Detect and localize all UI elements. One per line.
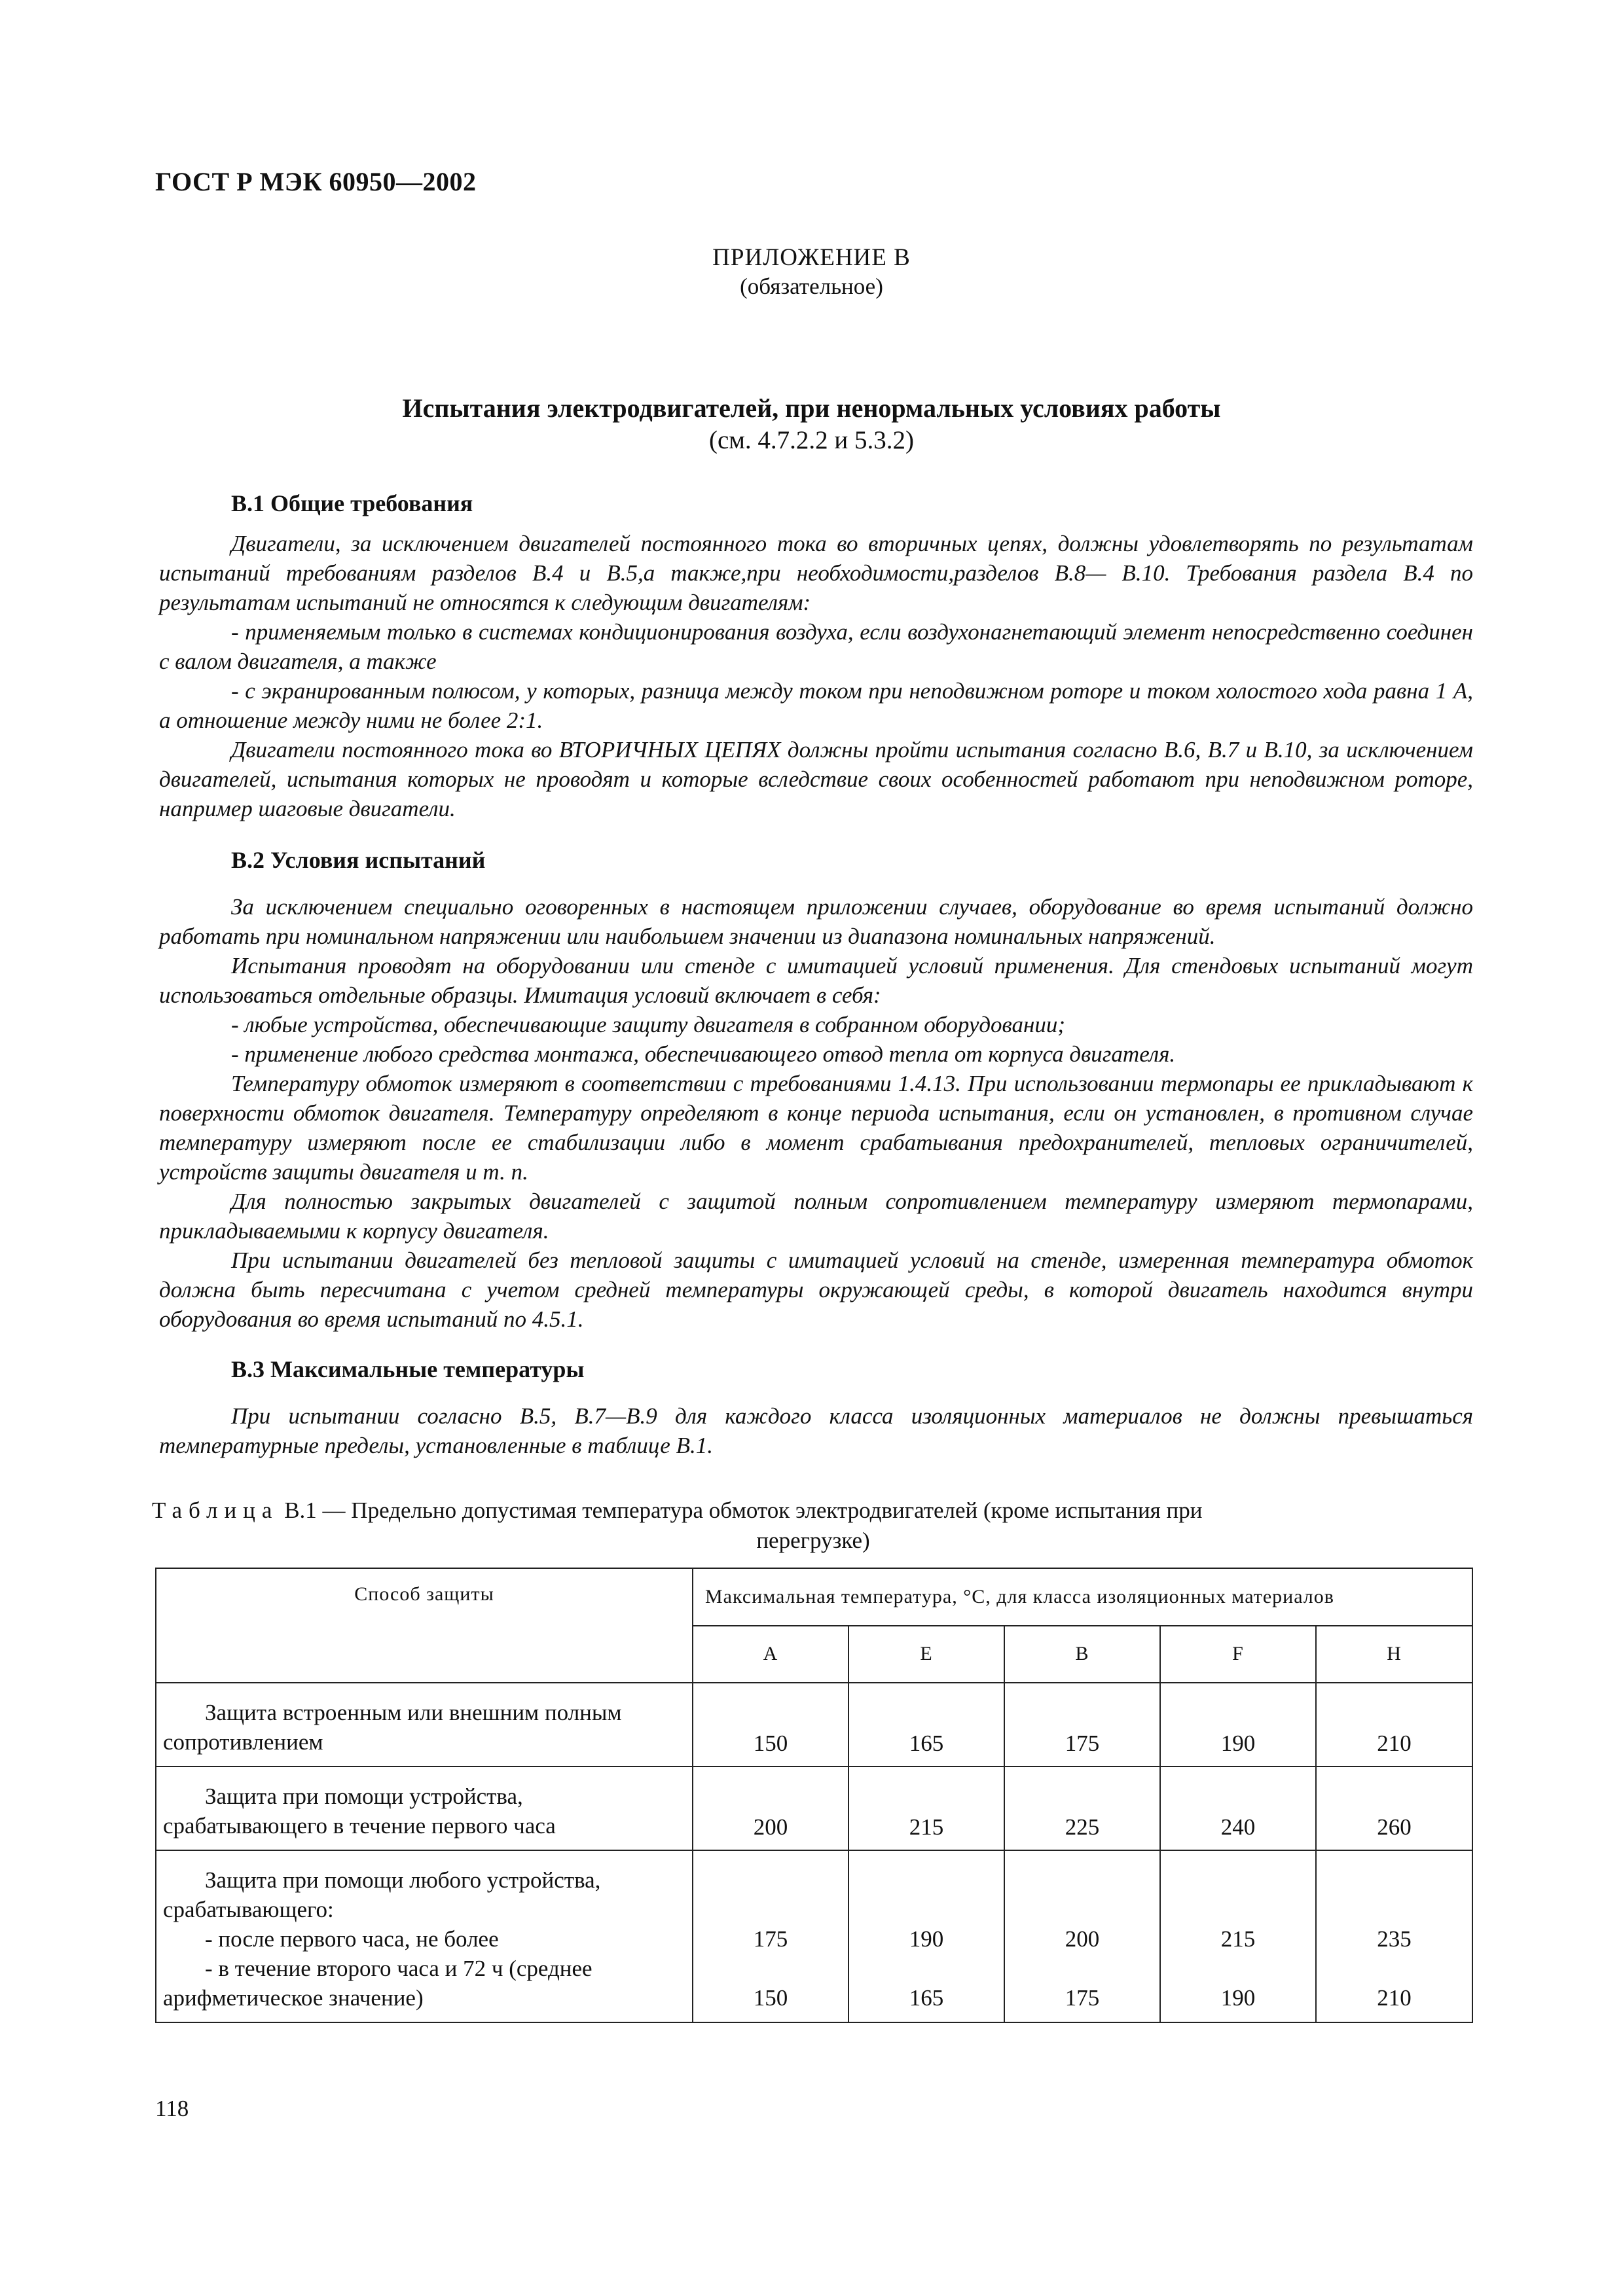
method-subitem: - в течение второго часа и 72 ч (среднее арифметическое значение) [163, 1956, 593, 2011]
value: 165 [909, 1985, 944, 2011]
value-cell: 150 [693, 1683, 848, 1767]
value-cell: 200 [693, 1767, 848, 1850]
paragraph: - любые устройства, обеспечивающие защиту двигателя в собранном оборудовании; [231, 1012, 1066, 1037]
method-cell: Защита встроенным или внешним полным сопротивлением [156, 1683, 693, 1767]
paragraph: - с экранированным полюсом, у которых, разница между током при неподвижном роторе и током холостого хода равна 1 А, а отношение между ними не более 2:1. [159, 678, 1473, 733]
value-cell [848, 1850, 1004, 2022]
column-header-method: Способ защиты [156, 1568, 693, 1683]
value: 190 [909, 1926, 944, 1952]
value-cell: 165 [848, 1683, 1004, 1767]
paragraph: Испытания проводят на оборудовании или стенде с имитацией условий применения. Для стендовых испытаний могут использоваться отдельные образцы. Имитация условий включает в себя: [159, 953, 1473, 1008]
table-caption [152, 1496, 1474, 1556]
paragraph: Двигатели постоянного тока во ВТОРИЧНЫХ ЦЕПЯХ должны пройти испытания согласно В.6, В.7 и В.10, за исключением двигателей, испытания которых не проводят и которые вследствие своих особенностей работают при неподвижном роторе, например шаговые двигатели. [159, 737, 1473, 821]
section-b1 [159, 490, 1473, 823]
class-header: В [1004, 1626, 1160, 1683]
value-cell [1316, 1850, 1472, 2022]
method-text: Защита при помощи любого устройства, срабатывающего: [163, 1867, 601, 1922]
section-b2 [159, 846, 1473, 1334]
value-cell: 190 [1160, 1683, 1316, 1767]
class-header: А [693, 1626, 848, 1683]
method-cell [156, 1850, 693, 2022]
paragraph: Двигатели, за исключением двигателей постоянного тока во вторичных цепях, должны удовлетворять по результатам испытаний требованиям разделов В.4 и В.5,а также,при необходимости,разделов В.8— В.10. Требования раздела В.4 по результатам испытаний не относятся к следующим двигателям: [159, 531, 1473, 615]
table-row [156, 1850, 1472, 2022]
appendix-title: ПРИЛОЖЕНИЕ В [712, 244, 911, 271]
value: 175 [753, 1926, 788, 1952]
value-cell: 210 [1316, 1683, 1472, 1767]
paragraph: Для полностью закрытых двигателей с защитой полным сопротивлением температуру измеряют термопарами, прикладываемыми к корпусу двигателя. [159, 1189, 1473, 1244]
paragraph: При испытании двигателей без тепловой защиты с имитацией условий на стенде, измеренная температура обмоток должна быть пересчитана с учетом средней температуры окружающей среды, в которой двигатель находится внутри оборудования во время испытаний по 4.5.1. [159, 1247, 1473, 1332]
column-header-max-temp: Максимальная температура, °С, для класса изоляционных материалов [693, 1568, 1472, 1626]
document-title: Испытания электродвигателей, при ненормальных условиях работы [402, 393, 1221, 423]
paragraph: При испытании согласно В.5, В.7—В.9 для каждого класса изоляционных материалов не должны превышаться температурные пределы, установленные в таблице В.1. [159, 1403, 1473, 1458]
value-cell [1160, 1850, 1316, 2022]
standard-header: ГОСТ Р МЭК 60950—2002 [155, 167, 477, 196]
table-caption-text: В.1 — Предельно допустимая температура обмоток электродвигателей (кроме испытания при [284, 1498, 1203, 1523]
value-cell: 225 [1004, 1767, 1160, 1850]
table-row [156, 1683, 1472, 1767]
class-header: Н [1316, 1626, 1472, 1683]
value: 235 [1377, 1926, 1412, 1952]
value-cell: 175 [1004, 1683, 1160, 1767]
section-heading: В.1 Общие требования [231, 490, 473, 516]
value-cell: 215 [848, 1767, 1004, 1850]
class-header: Е [848, 1626, 1004, 1683]
temperature-table [155, 1568, 1473, 2023]
method-cell: Защита при помощи устройства, срабатывающего в течение первого часа [156, 1767, 693, 1850]
value: 215 [1220, 1926, 1256, 1952]
value: 210 [1377, 1985, 1412, 2011]
class-header: F [1160, 1626, 1316, 1683]
value-cell [1004, 1850, 1160, 2022]
section-heading: В.2 Условия испытаний [231, 847, 486, 873]
table-caption-word: Таблица [152, 1498, 279, 1523]
value: 175 [1065, 1985, 1100, 2011]
paragraph: Температуру обмоток измеряют в соответствии с требованиями 1.4.13. При использовании термопары ее прикладывают к поверхности обмоток двигателя. Температуру определяют в конце периода испытания, если он установлен, в противном случае температуру измеряют после ее стабилизации либо в момент срабатывания предохранителей, тепловых ограничителей, устройств защиты двигателя и т. п. [159, 1071, 1473, 1185]
table-row [156, 1767, 1472, 1850]
value: 150 [753, 1985, 788, 2011]
value-cell [693, 1850, 848, 2022]
section-heading: В.3 Максимальные температуры [231, 1356, 585, 1382]
value-cell: 240 [1160, 1767, 1316, 1850]
appendix-note: (обязательное) [740, 274, 883, 299]
value: 200 [1065, 1926, 1100, 1952]
paragraph: - применяемым только в системах кондиционирования воздуха, если воздухонагнетающий элемент непосредственно соединен с валом двигателя, а также [159, 619, 1473, 674]
method-subitem: - после первого часа, не более [205, 1926, 499, 1952]
document-reference: (см. 4.7.2.2 и 5.3.2) [708, 426, 915, 454]
table-caption-text-cont: перегрузке) [756, 1528, 870, 1553]
value-cell: 260 [1316, 1767, 1472, 1850]
section-b3 [159, 1355, 1473, 1460]
value: 190 [1220, 1985, 1256, 2011]
paragraph: За исключением специально оговоренных в настоящем приложении случаев, оборудование во время испытаний должно работать при номинальном напряжении или наибольшем значении из диапазона номинальных напряжений. [159, 894, 1473, 949]
page-number: 118 [155, 2096, 189, 2121]
paragraph: - применение любого средства монтажа, обеспечивающего отвод тепла от корпуса двигателя. [231, 1041, 1176, 1067]
